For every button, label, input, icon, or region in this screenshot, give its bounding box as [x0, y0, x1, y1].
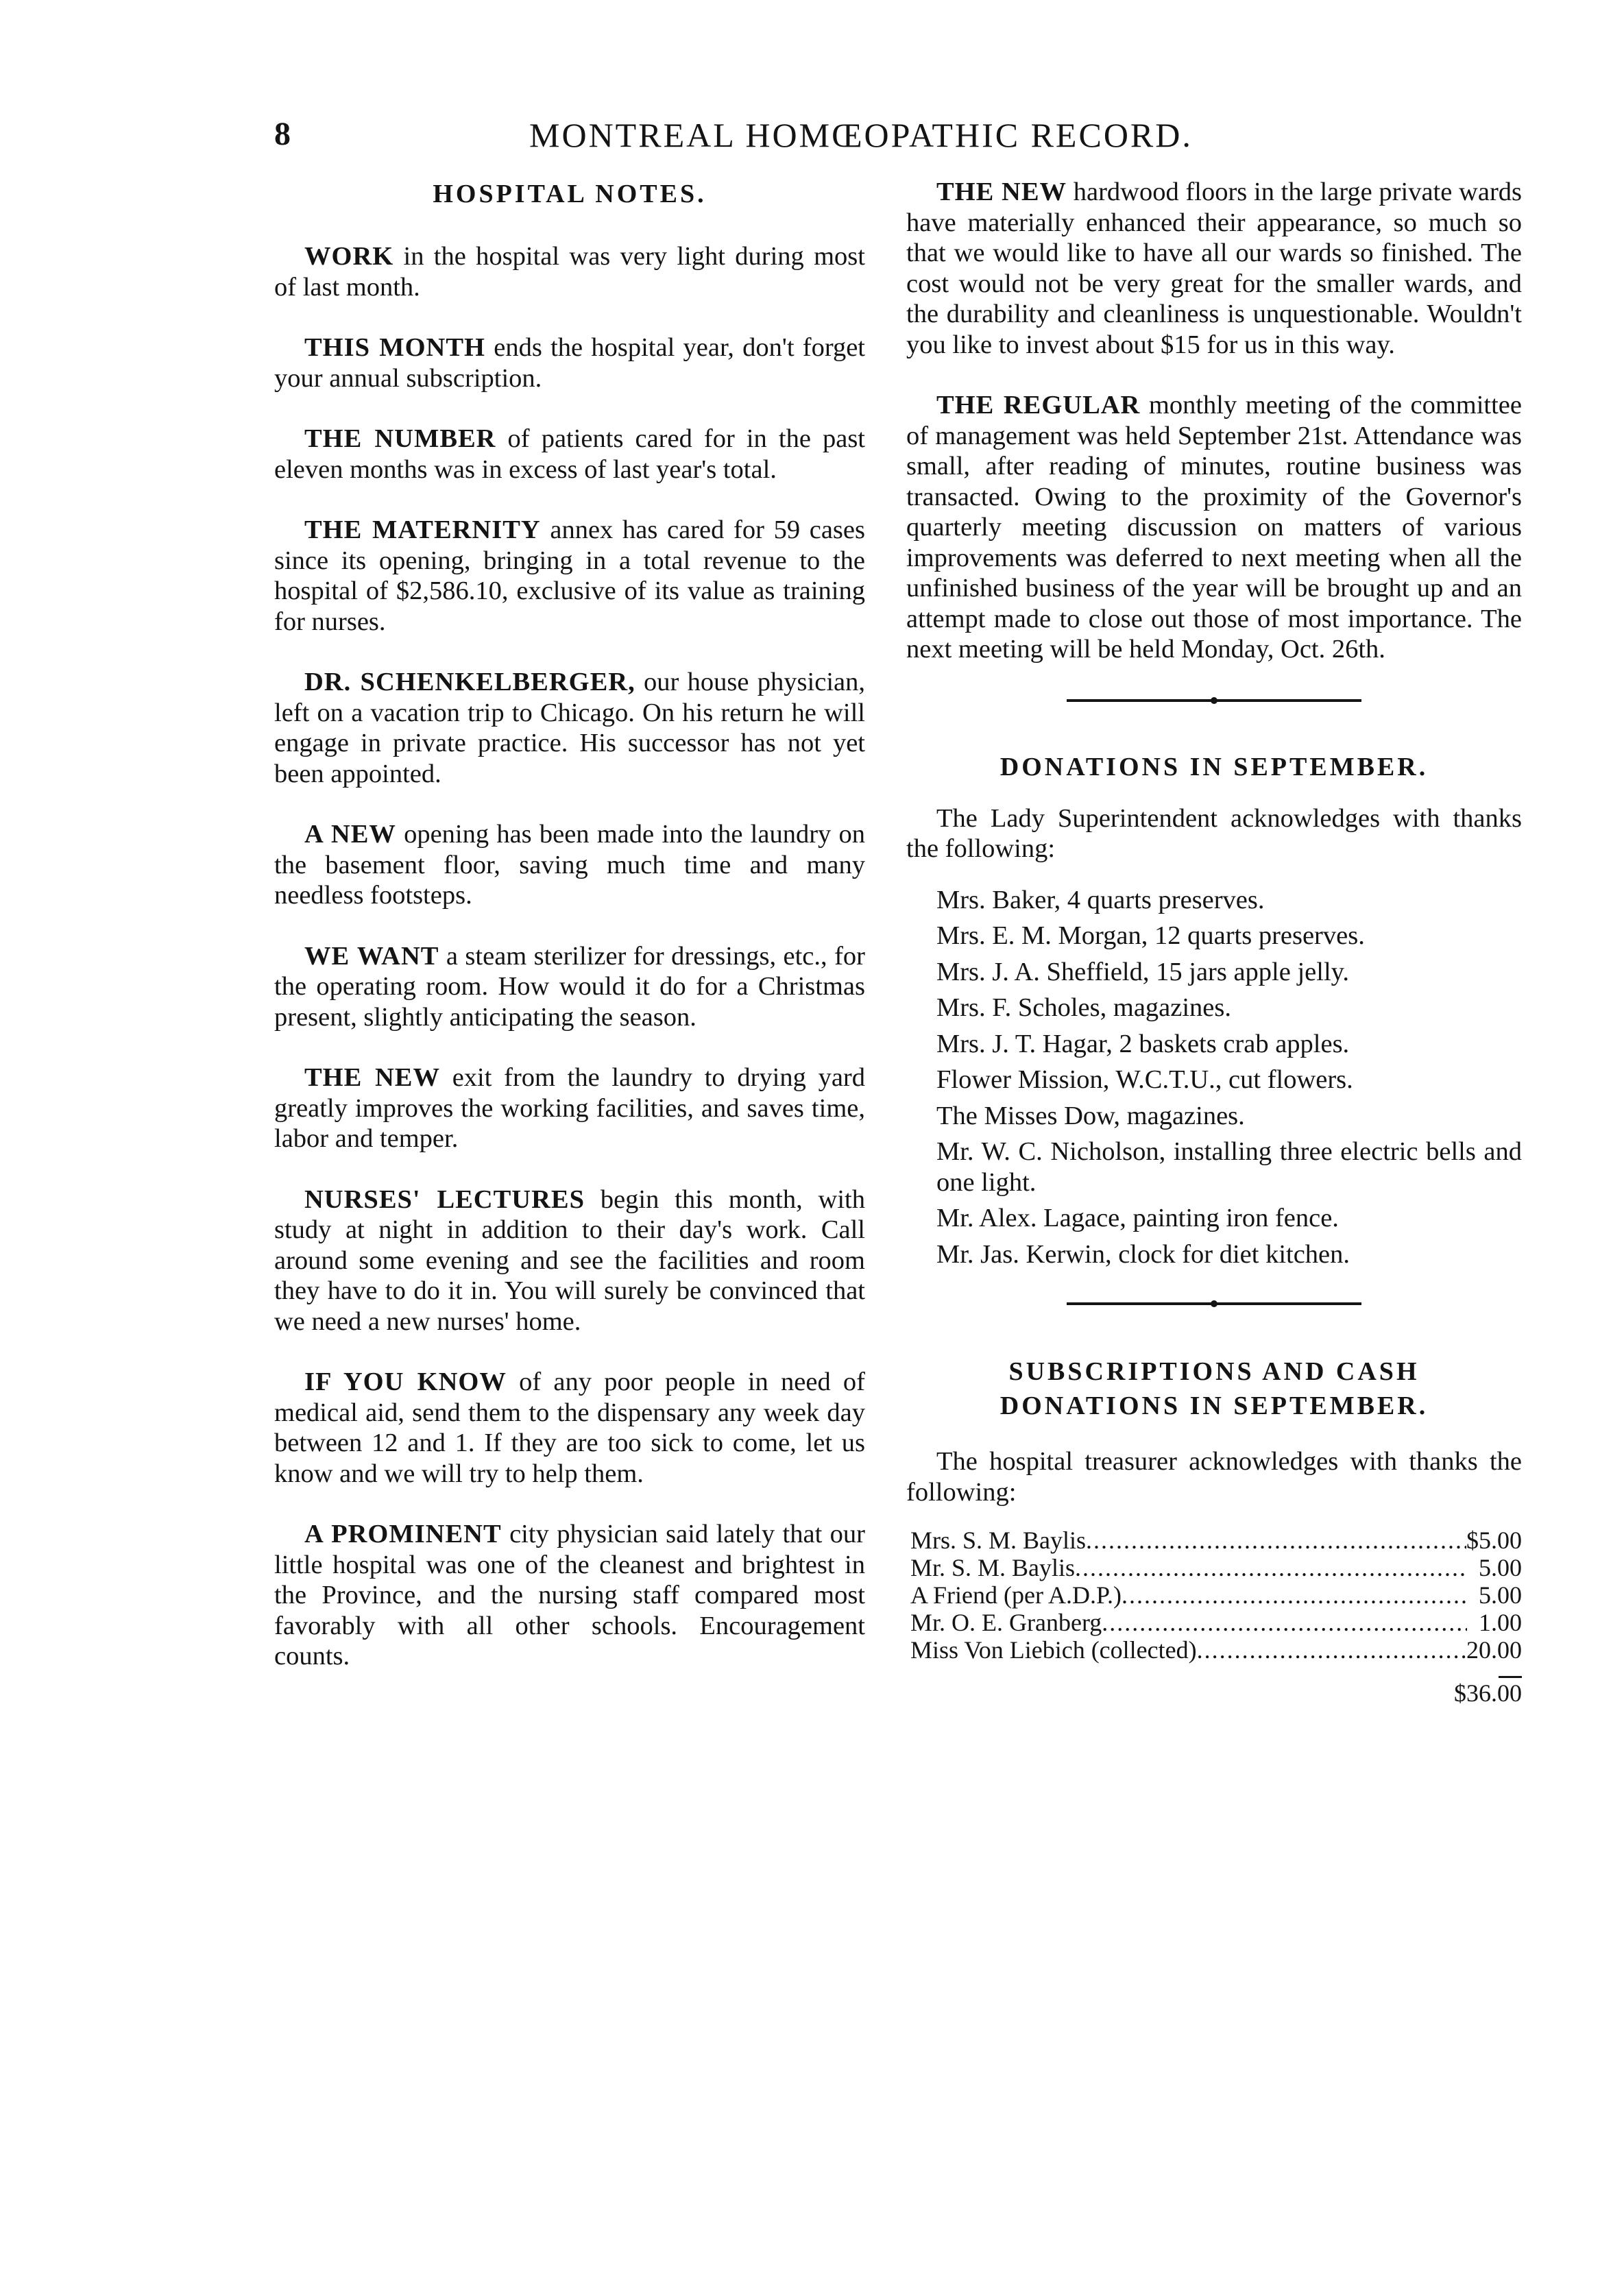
subscription-row: [906, 1554, 1522, 1581]
note-lead: THE MATERNITY: [304, 515, 541, 544]
note-lead: DR. SCHENKELBERGER,: [304, 668, 635, 696]
subscription-row: [906, 1527, 1522, 1554]
note-text: of patients cared for in the past eleven months was in excess of last year's total.: [274, 424, 865, 484]
note-paragraph: [274, 941, 865, 1033]
note-text: monthly meeting of the committee of management was held September 21st. Attendance was small, after reading of minutes, routine business was transacted. Owing to the proximity of the Governor's quarterly meeting discussion on matters of various improvements was deferred to next meeting when all the unfinished business of the year will be brought up and an attempt made to close out those of most importance. The next meeting will be held Monday, Oct. 26th.: [906, 391, 1522, 664]
subscriber-name: Miss Von Liebich (collected): [910, 1636, 1197, 1664]
leader-dots: [1122, 1581, 1467, 1609]
donations-list: [906, 885, 1522, 1270]
subscriptions-title: SUBSCRIPTIONS AND CASH DONATIONS IN SEPTEMBER.: [999, 1357, 1429, 1420]
subscriber-name: Mrs. S. M. Baylis: [910, 1527, 1087, 1554]
donation-item: Mrs. J. A. Sheffield, 15 jars apple jelly.: [936, 957, 1350, 986]
leader-dots: [1086, 1527, 1466, 1554]
note-paragraph: [274, 1367, 865, 1489]
note-text: begin this month, with study at night in addition to their day's work. Call around some evening and see the facilities and room they have to do it in. You will surely be convinced that we need a new nurses' home.: [274, 1184, 865, 1336]
note-text: ends the hospital year, don't forget your annual subscription.: [274, 333, 866, 393]
donations-title: DONATIONS IN SEPTEMBER.: [999, 752, 1429, 781]
note-text: annex has cared for 59 cases since its opening, bringing in a total revenue to the hospital of $2,586.10, exclusive of its value as training for nurses.: [274, 515, 865, 636]
note-lead: A PROMINENT: [304, 1520, 502, 1548]
note-paragraph: [274, 241, 865, 302]
leader-dots: [1102, 1609, 1467, 1636]
donation-item: Mr. Alex. Lagace, painting iron fence.: [936, 1204, 1339, 1232]
donation-item: The Misses Dow, magazines.: [936, 1101, 1245, 1130]
subscription-row: [906, 1609, 1522, 1636]
note-lead: THIS MONTH: [304, 333, 485, 362]
left-column: [274, 177, 865, 1672]
note-lead: THE REGULAR: [936, 391, 1141, 420]
note-text: opening has been made into the laundry on the basement floor, saving much time and many needless footsteps.: [274, 820, 865, 910]
hospital-notes-title: HOSPITAL NOTES.: [433, 180, 707, 208]
subscription-amount: 20.00: [1466, 1636, 1522, 1664]
section-divider: [1067, 1302, 1361, 1305]
note-lead: THE NEW: [936, 178, 1067, 206]
page-number: 8: [274, 116, 291, 152]
note-paragraph: [274, 819, 865, 911]
note-lead: A NEW: [304, 820, 396, 849]
subscription-amount: 1.00: [1479, 1609, 1522, 1636]
donations-intro: The Lady Superintendent acknowledges with thanks the following:: [906, 803, 1522, 863]
note-lead: WORK: [304, 242, 394, 271]
donation-item: Flower Mission, W.C.T.U., cut flowers.: [936, 1065, 1353, 1094]
note-paragraph: [906, 390, 1522, 665]
note-text: hardwood floors in the large private wards have materially enhanced their appearance, so much so that we would like to have all our wards so finished. The cost would not be very great for the smaller wards, and the durability and cleanliness is unquestionable. Wouldn't you like to invest about $15 for us in this way.: [906, 178, 1522, 359]
note-text: city physician said lately that our little hospital was one of the cleanest and brightest in the Province, and the nursing staff compared most favorably with all other schools. Encouragement counts.: [274, 1520, 866, 1670]
note-text: in the hospital was very light during most of last month.: [274, 242, 865, 302]
subscriber-name: A Friend (per A.D.P.): [910, 1581, 1122, 1609]
subscriptions-total: $36.00: [1454, 1679, 1522, 1707]
note-paragraph: [274, 515, 865, 637]
right-column: [906, 177, 1522, 1708]
note-lead: THE NEW: [304, 1063, 440, 1092]
note-paragraph: [274, 667, 865, 789]
journal-title: MONTREAL HOMŒOPATHIC RECORD.: [529, 116, 1193, 154]
note-text: a steam sterilizer for dressings, etc., for the operating room. How would it do for a Christmas present, slightly anticipating the season.: [274, 941, 865, 1032]
donation-item: Mrs. E. M. Morgan, 12 quarts preserves.: [936, 921, 1365, 950]
note-text: exit from the laundry to drying yard greatly improves the working facilities, and saves time, labor and temper.: [274, 1063, 865, 1153]
note-paragraph: [274, 424, 865, 485]
subscriptions-table: [906, 1527, 1522, 1664]
subscriber-name: Mr. S. M. Baylis: [910, 1554, 1076, 1581]
donation-item: Mrs. Baker, 4 quarts preserves.: [936, 885, 1265, 914]
note-lead: IF YOU KNOW: [304, 1368, 507, 1396]
subscription-amount: 5.00: [1479, 1554, 1522, 1581]
leader-dots: [1075, 1554, 1467, 1581]
subscription-amount: 5.00: [1479, 1581, 1522, 1609]
page-header: [274, 115, 1556, 163]
note-paragraph: [274, 1062, 865, 1154]
note-lead: WE WANT: [304, 941, 439, 971]
note-paragraph: [906, 177, 1522, 360]
subscription-row: [906, 1636, 1522, 1664]
section-divider: [1067, 699, 1361, 702]
note-lead: NURSES' LECTURES: [304, 1184, 585, 1214]
note-text: of any poor people in need of medical aid, send them to the dispensary any week day between 12 and 1. If they are too sick to come, let us know and we will try to help them.: [274, 1368, 865, 1488]
note-text: our house physician, left on a vacation trip to Chicago. On his return he will engage in private practice. His successor has not yet been appointed.: [274, 668, 865, 788]
donation-item: Mr. W. C. Nicholson, installing three electric bells and one light.: [936, 1137, 1522, 1197]
subscriber-name: Mr. O. E. Granberg: [910, 1609, 1102, 1636]
hospital-notes-list: [274, 241, 865, 1672]
right-notes-list: [906, 177, 1522, 665]
note-lead: THE NUMBER: [304, 424, 496, 453]
leader-dots: [1197, 1636, 1466, 1664]
note-paragraph: [274, 1519, 865, 1672]
subscription-amount: $5.00: [1466, 1527, 1522, 1554]
subscription-row: [906, 1581, 1522, 1609]
donation-item: Mrs. F. Scholes, magazines.: [936, 993, 1231, 1022]
donation-item: Mr. Jas. Kerwin, clock for diet kitchen.: [936, 1239, 1350, 1269]
note-paragraph: [274, 1184, 865, 1337]
donation-item: Mrs. J. T. Hagar, 2 baskets crab apples.: [936, 1029, 1350, 1058]
note-paragraph: [274, 332, 865, 393]
subscriptions-intro: The hospital treasurer acknowledges with thanks the following:: [906, 1447, 1522, 1507]
